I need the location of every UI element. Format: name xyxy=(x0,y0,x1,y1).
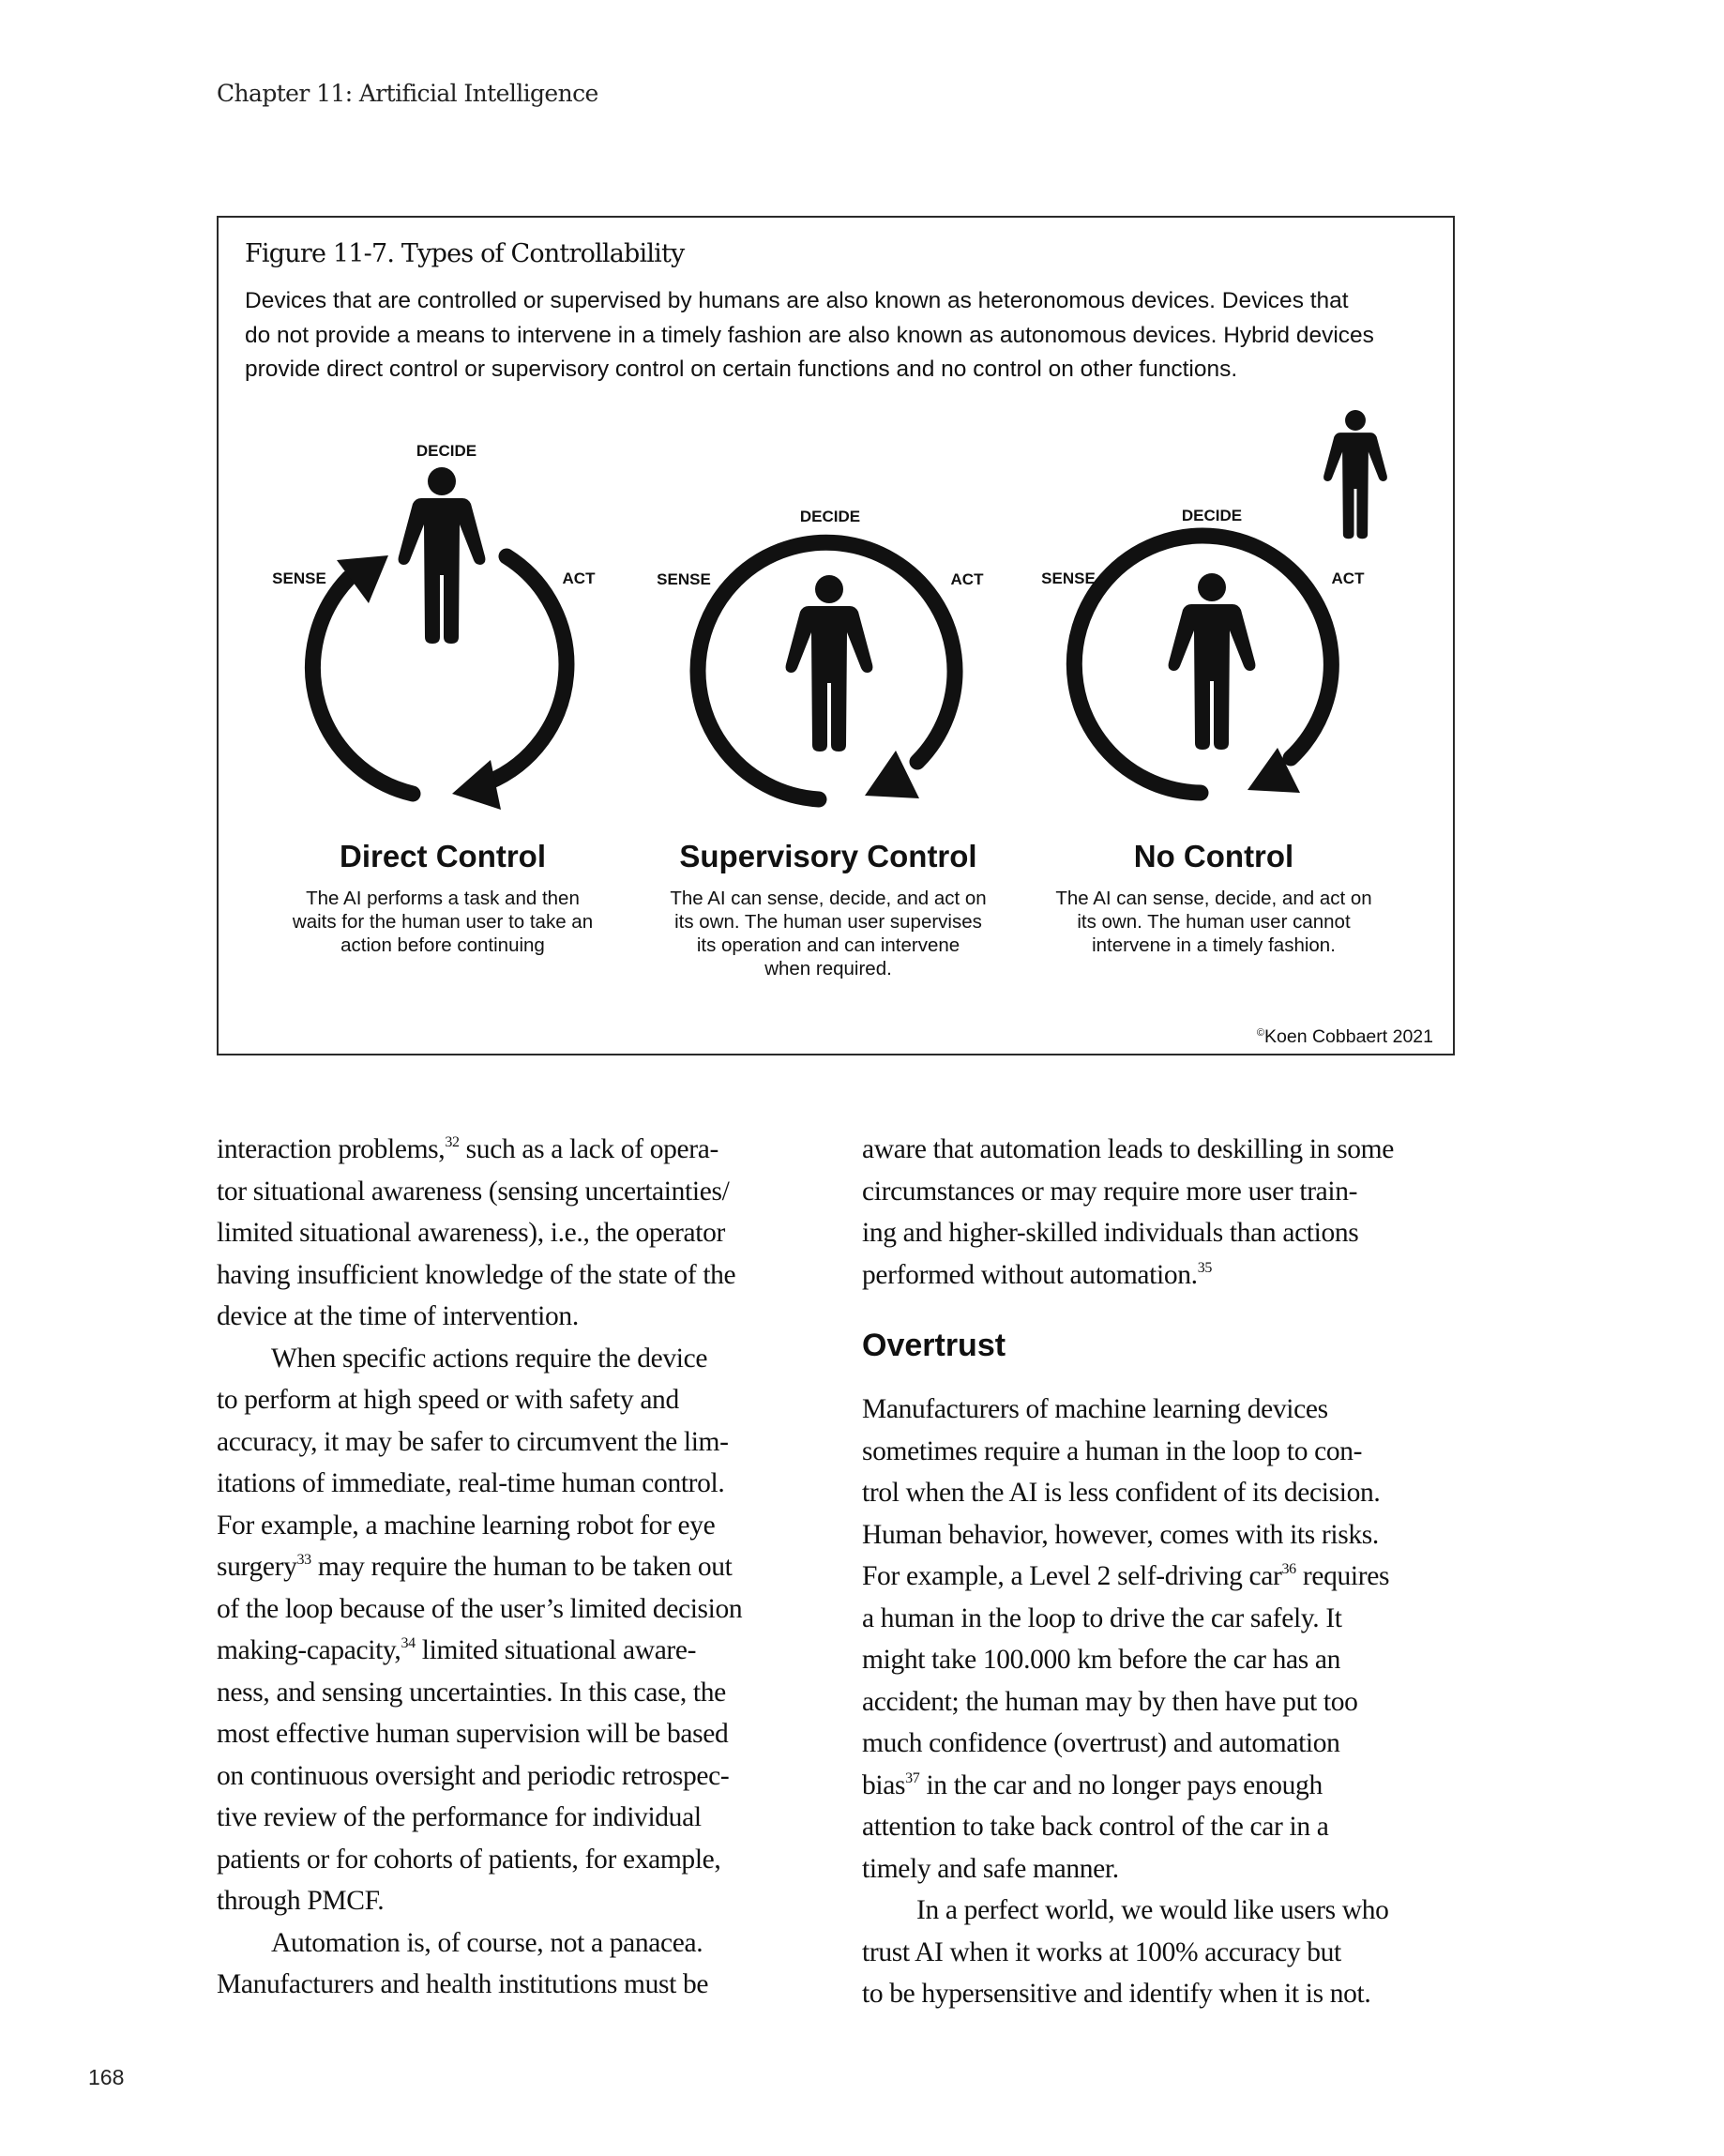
panel-title-supervisory-control: Supervisory Control xyxy=(679,839,977,873)
panel-caption-supervisory-control xyxy=(670,887,986,980)
caption-line: its own. The human user supervises xyxy=(674,911,982,933)
text-line: patients or for cohorts of patients, for example, xyxy=(217,1844,721,1875)
text-line xyxy=(862,1254,1455,1297)
body-right-column-top xyxy=(862,1129,1455,1296)
text-line: trol when the AI is less confident of its decision. xyxy=(862,1478,1381,1508)
text-line: having insufficient knowledge of the state of the xyxy=(217,1259,736,1290)
body-left-column xyxy=(217,1129,822,2006)
caption-line: waits for the human user to take an xyxy=(292,911,594,933)
text-line: much confidence (overtrust) and automation xyxy=(862,1728,1340,1758)
footnote-ref-33[interactable]: 33 xyxy=(296,1552,311,1568)
text-line: tive review of the performance for individual xyxy=(217,1802,702,1832)
caption-line: The AI can sense, decide, and act on xyxy=(670,888,987,909)
text-line: Human behavior, however, comes with its risks. xyxy=(862,1519,1379,1550)
text-line xyxy=(217,1630,822,1672)
supervisory-control-diagram xyxy=(698,542,955,799)
act-arrow-arc xyxy=(488,556,567,782)
figure-copyright xyxy=(1257,1025,1433,1049)
text-line: trust AI when it works at 100% accuracy but xyxy=(862,1936,1341,1967)
direct-decide-label: DECIDE xyxy=(416,442,477,460)
supervisory-decide-label: DECIDE xyxy=(799,508,861,525)
text-line: circumstances or may require more user train- xyxy=(862,1176,1358,1207)
text-line: accident; the human may by then have put too xyxy=(862,1686,1358,1717)
sense-arrow-arc xyxy=(312,578,413,794)
text-line: might take 100.000 km before the car has an xyxy=(862,1645,1341,1675)
figure-description-line: provide direct control or supervisory control on certain functions and no control on other functions. xyxy=(245,357,1238,382)
panel-caption-no-control xyxy=(1055,887,1371,957)
footnote-ref-35[interactable]: 35 xyxy=(1197,1259,1213,1276)
text-line: tor situational awareness (sensing uncertainties/ xyxy=(217,1176,730,1207)
text: interaction problems, xyxy=(217,1134,446,1164)
text: limited situational aware- xyxy=(415,1635,697,1665)
caption-line: when required. xyxy=(764,958,892,979)
text: bias xyxy=(862,1769,906,1800)
footnote-ref-36[interactable]: 36 xyxy=(1281,1561,1296,1577)
text-line: of the loop because of the user’s limited decision xyxy=(217,1593,743,1624)
footnote-ref-37[interactable]: 37 xyxy=(905,1769,920,1786)
panel-title-direct-control: Direct Control xyxy=(339,839,547,873)
text-line xyxy=(217,1546,822,1588)
person-icon xyxy=(786,575,873,752)
caption-line: action before continuing xyxy=(340,934,545,956)
text-line: When specific actions require the device xyxy=(271,1343,708,1374)
figure-description-line: Devices that are controlled or supervised by humans are also known as heteronomous devices. Devices that xyxy=(245,288,1349,313)
text-line: to be hypersensitive and identify when it is not. xyxy=(862,1979,1371,2009)
text-line: attention to take back control of the car in a xyxy=(862,1812,1329,1842)
caption-line: intervene in a timely fashion. xyxy=(1092,934,1336,956)
text: surgery xyxy=(217,1552,297,1582)
caption-line: The AI performs a task and then xyxy=(306,888,580,909)
copyright-symbol: © xyxy=(1256,1027,1265,1039)
nocontrol-act-label: ACT xyxy=(1331,569,1365,587)
person-icon xyxy=(1169,573,1256,750)
text-line: a human in the loop to drive the car safely. It xyxy=(862,1602,1342,1633)
figure-description-line: do not provide a means to intervene in a timely fashion are also known as autonomous devices. Hybrid devices xyxy=(245,322,1374,348)
text-line: itations of immediate, real-time human control. xyxy=(217,1468,725,1498)
text-line: For example, a machine learning robot for eye xyxy=(217,1510,716,1541)
text-line: In a perfect world, we would like users who xyxy=(916,1895,1389,1925)
text: making-capacity, xyxy=(217,1635,401,1665)
text-line: through PMCF. xyxy=(217,1886,385,1916)
supervisory-sense-label: SENSE xyxy=(657,570,711,588)
text-line: Automation is, of course, not a panacea. xyxy=(271,1927,703,1958)
footnote-ref-34[interactable]: 34 xyxy=(401,1635,416,1651)
text: in the car and no longer pays enough xyxy=(919,1769,1323,1800)
nocontrol-sense-label: SENSE xyxy=(1041,569,1096,587)
caption-line: its own. The human user cannot xyxy=(1077,911,1351,933)
text-line: Manufacturers of machine learning devices xyxy=(862,1394,1328,1424)
text-line xyxy=(862,1556,1455,1598)
caption-line: The AI can sense, decide, and act on xyxy=(1055,888,1372,909)
no-control-diagram xyxy=(1074,410,1387,793)
text-line xyxy=(862,1765,1455,1807)
text: performed without automation. xyxy=(862,1259,1198,1290)
text-line: ing and higher-skilled individuals than actions xyxy=(862,1218,1359,1248)
text-line: limited situational awareness), i.e., the operator xyxy=(217,1218,725,1248)
body-right-column-overtrust xyxy=(862,1389,1455,2015)
direct-act-label: ACT xyxy=(562,569,596,587)
section-heading-overtrust: Overtrust xyxy=(862,1328,1006,1363)
text: may require the human to be taken out xyxy=(310,1552,733,1582)
panel-caption-direct-control xyxy=(293,887,593,957)
text: For example, a Level 2 self-driving car xyxy=(862,1561,1282,1591)
text-line: Manufacturers and health institutions must be xyxy=(217,1969,709,1999)
running-header: Chapter 11: Artificial Intelligence xyxy=(217,80,598,107)
text-line: most effective human supervision will be based xyxy=(217,1719,729,1749)
text-line: aware that automation leads to deskilling in some xyxy=(862,1134,1394,1164)
text-line: on continuous oversight and periodic retrospec- xyxy=(217,1760,730,1791)
text-line xyxy=(217,1129,822,1171)
figure-title: Figure 11-7. Types of Controllability xyxy=(245,239,685,268)
panel-title-no-control: No Control xyxy=(1133,839,1294,873)
copyright-text: Koen Cobbaert 2021 xyxy=(1264,1026,1433,1047)
text-line: ness, and sensing uncertainties. In this case, the xyxy=(217,1677,726,1708)
outside-person-icon xyxy=(1323,410,1387,539)
page-number: 168 xyxy=(88,2065,125,2089)
text: such as a lack of opera- xyxy=(459,1134,718,1164)
footnote-ref-32[interactable]: 32 xyxy=(445,1134,460,1150)
text-line: device at the time of intervention. xyxy=(217,1301,579,1331)
text-line: timely and safe manner. xyxy=(862,1853,1119,1884)
nocontrol-decide-label: DECIDE xyxy=(1181,507,1243,524)
direct-control-diagram xyxy=(312,467,566,810)
act-arrowhead-icon xyxy=(452,760,501,810)
supervisory-act-label: ACT xyxy=(950,570,984,588)
text-line: to perform at high speed or with safety and xyxy=(217,1385,679,1415)
direct-sense-label: SENSE xyxy=(272,569,326,587)
person-icon xyxy=(399,467,486,644)
text-line: accuracy, it may be safer to circumvent the lim- xyxy=(217,1426,729,1457)
text-line: sometimes require a human in the loop to con- xyxy=(862,1435,1363,1466)
caption-line: its operation and can intervene xyxy=(696,934,960,956)
text: requires xyxy=(1295,1561,1390,1591)
